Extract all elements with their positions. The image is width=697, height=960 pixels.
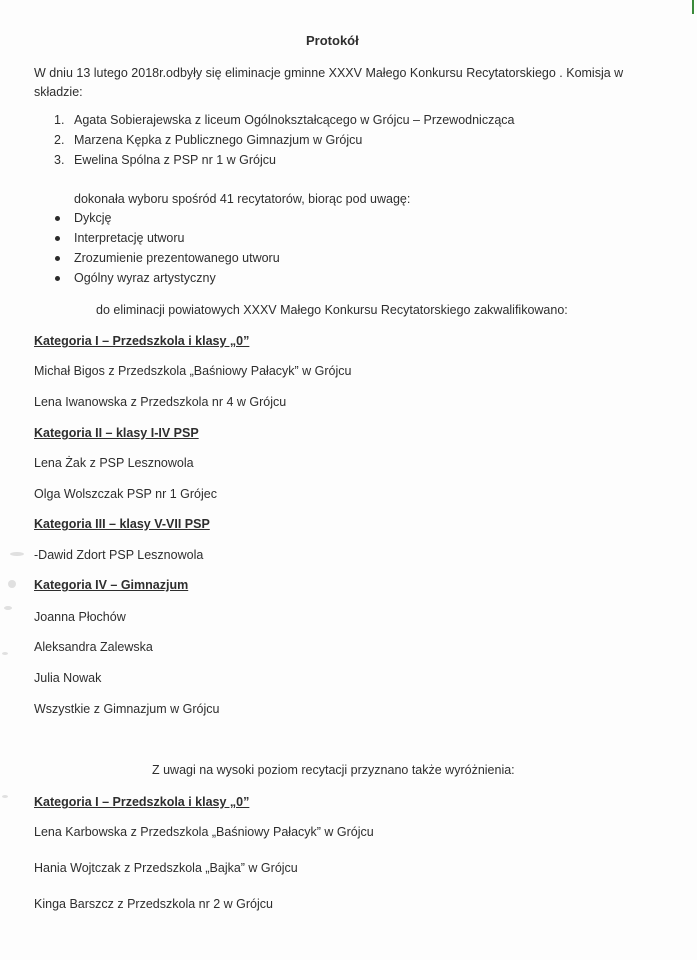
document-title: Protokół [306, 33, 359, 48]
distinction-line: Z uwagi na wysoki poziom recytacji przyznano także wyróżnienia: [152, 763, 515, 777]
distinction-entry: Lena Karbowska z Przedszkola „Baśniowy Pałacyk” w Grójcu [34, 825, 374, 839]
category-entry: Aleksandra Zalewska [34, 640, 153, 654]
bullet-icon [55, 236, 60, 241]
category-entry: Michał Bigos z Przedszkola „Baśniowy Pałacyk” w Grójcu [34, 364, 352, 378]
criterion-item: Interpretację utworu [74, 231, 185, 245]
intro-line-2: składzie: [34, 85, 83, 99]
page-edge-mark [692, 0, 694, 14]
category-entry: Julia Nowak [34, 671, 102, 685]
criterion-item: Ogólny wyraz artystyczny [74, 271, 216, 285]
category-entry: Joanna Płochów [34, 610, 126, 624]
committee-number: 1. [54, 113, 65, 127]
distinction-entry: Hania Wojtczak z Przedszkola „Bajka” w Grójcu [34, 861, 298, 875]
distinction-category-heading: Kategoria I – Przedszkola i klasy „0” [34, 795, 250, 809]
scan-smudge [2, 652, 8, 655]
distinction-entry: Kinga Barszcz z Przedszkola nr 2 w Grójcu [34, 897, 273, 911]
selection-line: dokonała wyboru spośród 41 recytatorów, biorąc pod uwagę: [74, 192, 411, 206]
committee-member: Agata Sobierajewska z liceum Ogólnokształcącego w Grójcu – Przewodnicząca [74, 113, 515, 127]
bullet-icon [55, 276, 60, 281]
bullet-icon [55, 256, 60, 261]
scan-smudge [8, 580, 16, 588]
category-heading: Kategoria II – klasy I-IV PSP [34, 426, 199, 440]
category-entry: Wszystkie z Gimnazjum w Grójcu [34, 702, 220, 716]
committee-member: Marzena Kępka z Publicznego Gimnazjum w Grójcu [74, 133, 363, 147]
category-entry: -Dawid Zdort PSP Lesznowola [34, 548, 204, 562]
category-entry: Lena Iwanowska z Przedszkola nr 4 w Grójcu [34, 395, 287, 409]
qualified-line: do eliminacji powiatowych XXXV Małego Konkursu Recytatorskiego zakwalifikowano: [96, 303, 568, 317]
scan-smudge [10, 552, 24, 556]
committee-number: 2. [54, 133, 65, 147]
scan-smudge [2, 795, 8, 798]
category-heading: Kategoria I – Przedszkola i klasy „0” [34, 334, 250, 348]
category-entry: Olga Wolszczak PSP nr 1 Grójec [34, 487, 217, 501]
bullet-icon [55, 216, 60, 221]
category-heading: Kategoria III – klasy V-VII PSP [34, 517, 210, 531]
intro-line-1: W dniu 13 lutego 2018r.odbyły się eliminacje gminne XXXV Małego Konkursu Recytatorskiego . Komisja w [34, 66, 624, 80]
committee-number: 3. [54, 153, 65, 167]
committee-member: Ewelina Spólna z PSP nr 1 w Grójcu [74, 153, 276, 167]
category-entry: Lena Żak z PSP Lesznowola [34, 456, 194, 470]
criterion-item: Dykcję [74, 211, 112, 225]
category-heading: Kategoria IV – Gimnazjum [34, 578, 189, 592]
scan-smudge [4, 606, 12, 610]
criterion-item: Zrozumienie prezentowanego utworu [74, 251, 280, 265]
